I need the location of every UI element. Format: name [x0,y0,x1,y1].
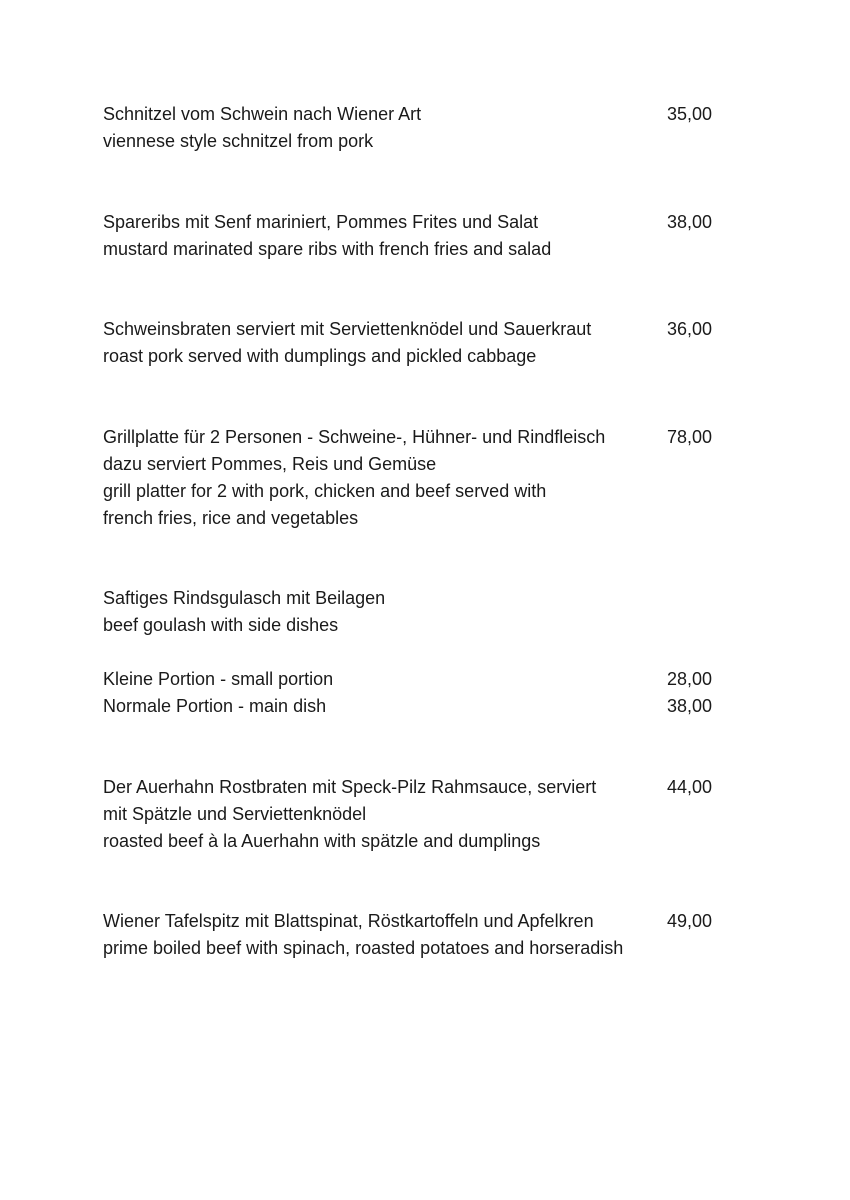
item-price: 49,00 [667,911,713,931]
item-name-de: Wiener Tafelspitz mit Blattspinat, Röstkartoffeln und Apfelkren [103,911,594,931]
item-name-en: french fries, rice and vegetables [103,508,359,528]
portion-row [103,666,723,693]
item-name-en: grill platter for 2 with pork, chicken and beef served with [103,481,547,501]
item-name-en: beef goulash with side dishes [103,615,339,635]
item-name-de: Der Auerhahn Rostbraten mit Speck-Pilz Rahmsauce, serviert [103,777,597,797]
item-name-en: viennese style schnitzel from pork [103,131,374,151]
item-price: 44,00 [667,777,713,797]
item-name-de: dazu serviert Pommes, Reis und Gemüse [103,454,437,474]
item-price: 78,00 [667,427,713,447]
item-price: 38,00 [667,212,713,232]
menu-item-rindsgulasch [103,585,723,639]
menu-item-schnitzel [103,101,723,155]
item-name-de: Schnitzel vom Schwein nach Wiener Art [103,104,422,124]
portion-label: Normale Portion - main dish [103,696,327,716]
item-name-de: Schweinsbraten serviert mit Serviettenknödel und Sauerkraut [103,319,592,339]
item-name-de: Spareribs mit Senf mariniert, Pommes Frites und Salat [103,212,539,232]
item-name-en: roast pork served with dumplings and pickled cabbage [103,346,537,366]
portion-price: 38,00 [667,696,713,716]
portion-price: 28,00 [667,669,713,689]
item-name-de: Saftiges Rindsgulasch mit Beilagen [103,588,386,608]
item-name-en: mustard marinated spare ribs with french fries and salad [103,239,552,259]
menu-item-schweinsbraten [103,316,723,370]
portion-row [103,693,723,720]
menu-item-spareribs [103,209,723,263]
item-name-de: mit Spätzle und Serviettenknödel [103,804,367,824]
menu-item-grillplatte [103,424,723,532]
menu-item-rostbraten [103,774,723,855]
item-price: 36,00 [667,319,713,339]
menu-item-tafelspitz [103,908,723,962]
menu-list [103,101,723,962]
item-price: 35,00 [667,104,713,124]
portion-label: Kleine Portion - small portion [103,669,334,689]
item-name-en: prime boiled beef with spinach, roasted potatoes and horseradish [103,938,624,958]
item-name-de: Grillplatte für 2 Personen - Schweine-, Hühner- und Rindfleisch [103,427,606,447]
item-name-en: roasted beef à la Auerhahn with spätzle and dumplings [103,831,541,851]
